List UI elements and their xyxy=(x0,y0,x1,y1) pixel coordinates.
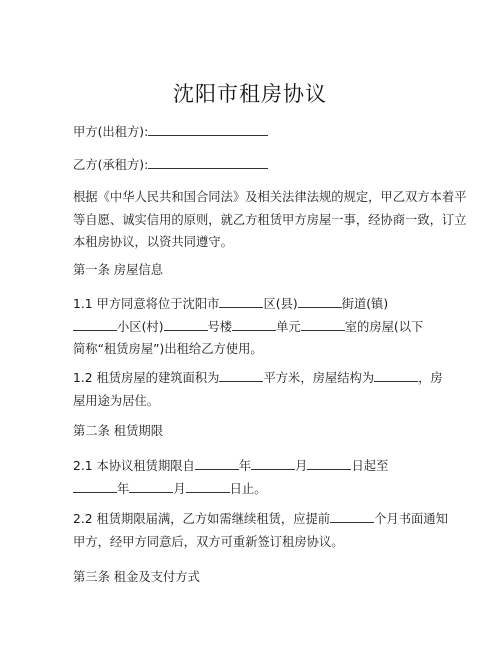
clause-text: 1.1 甲方同意将位于沈阳市 xyxy=(73,297,220,311)
party-b-blank[interactable] xyxy=(148,156,268,169)
clause-2-1 xyxy=(73,455,433,500)
clause-text: 月 xyxy=(295,459,308,473)
clause-text: 月 xyxy=(173,481,186,496)
clause-line xyxy=(73,508,448,531)
clause-line xyxy=(73,367,443,390)
end-year-blank[interactable] xyxy=(73,480,117,493)
clause-text: 街道(镇) xyxy=(341,297,389,311)
building-blank[interactable] xyxy=(164,318,208,331)
clause-1-1 xyxy=(73,293,433,361)
intro-line: 等自愿、诚实信用的原则，就乙方租赁甲方房屋一事，经协商一致，订立 xyxy=(73,212,467,227)
end-day-blank[interactable] xyxy=(186,480,230,493)
clause-text: ，房 xyxy=(418,371,443,385)
clause-line xyxy=(73,293,433,316)
clause-text: 2.2 租赁期限届满，乙方如需继续租赁，应提前 xyxy=(73,512,331,526)
clause-text: 日起至 xyxy=(351,459,389,473)
clause-text: 单元 xyxy=(276,319,301,334)
clause-2-2 xyxy=(73,508,448,553)
clause-text: 平方米，房屋结构为 xyxy=(263,371,375,385)
clause-text: 年 xyxy=(117,481,130,496)
intro-line: 根据《中华人民共和国合同法》及相关法律法规的规定，甲乙双方本着平 xyxy=(73,190,467,204)
clause-line: 简称“租赁房屋”)出租给乙方使用。 xyxy=(73,342,263,356)
document-title: 沈阳市租房协议 xyxy=(173,82,327,106)
clause-text: 2.1 本协议租赁期限自 xyxy=(73,459,195,473)
clause-1-2 xyxy=(73,367,443,412)
start-day-blank[interactable] xyxy=(307,457,351,470)
clause-text: 小区(村) xyxy=(117,319,164,334)
start-year-blank[interactable] xyxy=(195,457,239,470)
clause-text: 区(县) xyxy=(263,297,298,311)
clause-text: 号楼 xyxy=(207,319,233,334)
party-b-line xyxy=(73,154,268,176)
clause-text: 个月书面通知 xyxy=(374,512,448,526)
start-month-blank[interactable] xyxy=(251,457,295,470)
party-b-label: 乙方(承租方): xyxy=(73,158,149,172)
party-a-label: 甲方(出租方): xyxy=(73,125,149,139)
clause-line xyxy=(73,316,433,339)
clause-line xyxy=(73,478,433,501)
article-1-heading: 第一条 房屋信息 xyxy=(73,263,163,277)
party-a-blank[interactable] xyxy=(148,123,268,136)
intro-paragraph xyxy=(73,186,467,254)
street-blank[interactable] xyxy=(298,295,342,308)
article-2-heading: 第二条 租赁期限 xyxy=(73,424,163,438)
clause-line: 屋用途为居住。 xyxy=(73,393,160,408)
structure-blank[interactable] xyxy=(374,369,418,382)
party-a-line xyxy=(73,121,268,143)
clause-text: 年 xyxy=(238,459,252,473)
clause-text: 室的房屋(以下 xyxy=(344,319,424,334)
community-blank[interactable] xyxy=(73,318,117,331)
notice-months-blank[interactable] xyxy=(330,510,374,523)
article-3-heading: 第三条 租金及支付方式 xyxy=(73,570,200,584)
clause-line: 甲方，经甲方同意后，双方可重新签订租房协议。 xyxy=(73,534,344,549)
clause-text: 日止。 xyxy=(229,481,267,496)
intro-line: 本租房协议，以资共同遵守。 xyxy=(73,235,233,249)
room-blank[interactable] xyxy=(301,318,345,331)
area-blank[interactable] xyxy=(219,369,263,382)
clause-line xyxy=(73,455,433,478)
end-month-blank[interactable] xyxy=(129,480,173,493)
clause-text: 1.2 租赁房屋的建筑面积为 xyxy=(73,371,220,385)
district-blank[interactable] xyxy=(219,295,263,308)
unit-blank[interactable] xyxy=(232,318,276,331)
